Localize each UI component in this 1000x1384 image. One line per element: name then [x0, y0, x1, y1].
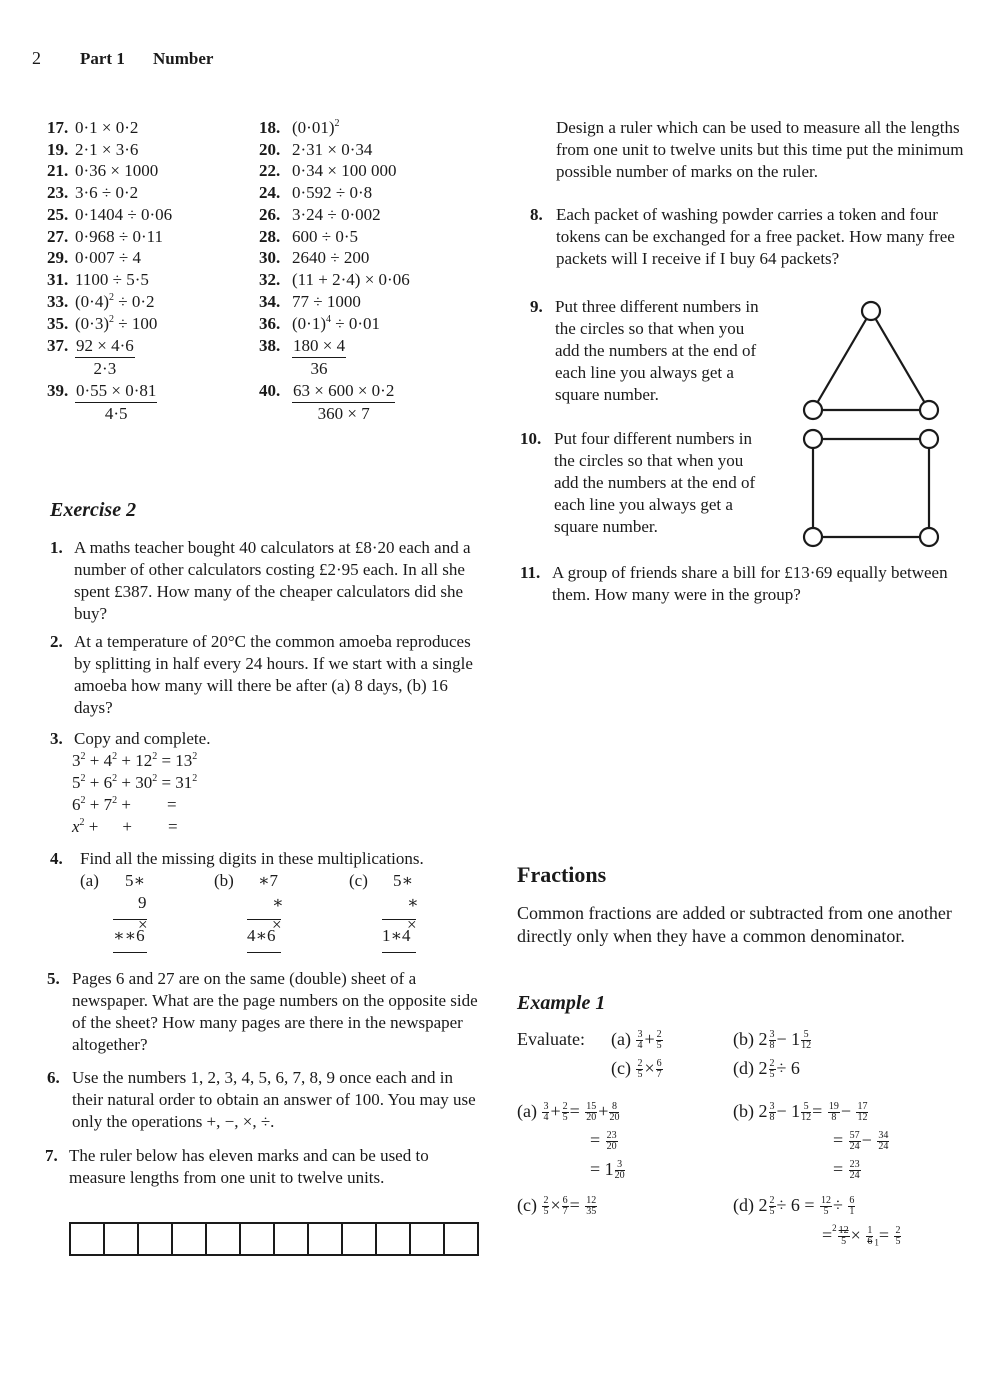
ruler-cell	[105, 1224, 139, 1254]
ruler-cell	[241, 1224, 275, 1254]
ruler-diagram	[69, 1222, 479, 1256]
problem-20: 20. 2·31 × 0·34	[259, 140, 373, 159]
circle-diagrams	[790, 290, 950, 560]
square-diagram	[813, 439, 929, 537]
equation-line-2: $5^2 + 6^2 + 30^2 = 31^2$	[72, 773, 198, 792]
evaluate-d: (d) 2 $\frac{2}{5}$ ÷ 6	[733, 1058, 800, 1081]
problem-31: 31. 1100 ÷ 5·5	[47, 270, 149, 289]
problem-34: 34. 77 ÷ 1000	[259, 292, 361, 311]
problem-30: 30. 2640 ÷ 200	[259, 248, 370, 267]
triangle-circles	[804, 302, 938, 419]
problem-37: 37. $\frac{92 \times 4\cdot 6}{2\cdot 3}$	[47, 336, 134, 378]
fractions-heading: Fractions	[517, 862, 607, 887]
ruler-cell	[207, 1224, 241, 1254]
problem-33: 33. $(0\cdot 4)^2 \div 0\cdot 2$	[47, 292, 155, 311]
evaluate-b: (b) 2 $\frac{3}{8}$ − 1 $\frac{5}{12}$	[733, 1029, 812, 1052]
solution-b: (b) 2 $\frac{3}{8}$ − 1 $\frac{5}{12}$ = $\frac{19}{8}$ − $\frac{17}{12}$	[733, 1101, 868, 1124]
problem-35: 35. $(0\cdot 3)^2 \div 100$	[47, 314, 158, 333]
fractions-intro: Common fractions are added or subtracted from one another directly only when they have a common denominator.	[517, 903, 952, 946]
chapter-title: Number	[153, 49, 214, 68]
part-label: Part 1	[80, 49, 125, 68]
solution-c: (c) $\frac{2}{5}$ × $\frac{6}{7}$ = $\frac{12}{35}$	[517, 1195, 597, 1218]
evaluate-label: Evaluate:	[517, 1029, 585, 1049]
ruler-cell	[377, 1224, 411, 1254]
square-circles	[804, 430, 938, 546]
evaluate-c: (c) $\frac{2}{5}$ × $\frac{6}{7}$	[611, 1058, 662, 1081]
triangle-diagram	[813, 311, 929, 410]
problem-28: 28. 600 ÷ 0·5	[259, 227, 358, 246]
problem-18: 18. $(0\cdot 01)^2$	[259, 118, 340, 137]
exercise2-heading: Exercise 2	[50, 499, 137, 521]
question-3: 3. Copy and complete. $3^2 + 4^2 + 12^2 = 13^2$ $5^2 + 6^2 + 30^2 = 31^2$ $6^2 + 7^2$ + = $x^2$ + + =	[50, 729, 211, 836]
ruler-cell	[275, 1224, 309, 1254]
example-1-heading: Example 1	[517, 992, 606, 1014]
ruler-cell	[173, 1224, 207, 1254]
problem-24: 24. 0·592 ÷ 0·8	[259, 183, 373, 202]
question-4: 4. Find all the missing digits in these multiplications. (a) 5∗ 9 × ∗∗6 (b) ∗7 ∗ × 4∗6 (c) 5∗ ∗ × 1∗4	[50, 848, 480, 958]
problem-21: 21. 0·36 × 1000	[47, 161, 159, 180]
problem-32: 32. (11 + 2·4) × 0·06	[259, 270, 410, 289]
ruler-cell	[445, 1224, 477, 1254]
ruler-cell	[139, 1224, 173, 1254]
problem-17: 17. 0·1 × 0·2	[47, 118, 139, 137]
problem-23: 23. 3·6 ÷ 0·2	[47, 183, 139, 202]
ruler-cell	[411, 1224, 445, 1254]
solution-a: (a) $\frac{3}{4}$ + $\frac{2}{5}$ = $\frac{15}{20}$ + $\frac{8}{20}$	[517, 1101, 620, 1124]
solution-a-step3: = 1 $\frac{3}{20}$	[590, 1159, 625, 1182]
equation-line-1: $3^2 + 4^2 + 12^2 = 13^2$	[72, 751, 198, 770]
problem-25: 25. 0·1404 ÷ 0·06	[47, 205, 173, 224]
solution-a-step2: = $\frac{23}{20}$	[590, 1130, 617, 1153]
page-number: 2	[32, 48, 41, 68]
question-7-continued: Design a ruler which can be used to measure all the lengths from one unit to twelve units but this time put the minimum possible number of marks on the ruler.	[556, 118, 964, 181]
equation-line-3: $6^2 + 7^2$ + =	[72, 795, 177, 814]
ruler-cell	[309, 1224, 343, 1254]
ruler-cell	[71, 1224, 105, 1254]
solution-b-step3: = $\frac{23}{24}$	[833, 1159, 860, 1182]
problem-36: 36. $(0\cdot 1)^4 \div 0\cdot 01$	[259, 314, 380, 333]
problem-22: 22. 0·34 × 100 000	[259, 161, 397, 180]
problem-40: 40. $\frac{63 \times 600 \times 0\cdot 2}{360 \times 7}$	[259, 381, 395, 423]
problem-26: 26. 3·24 ÷ 0·002	[259, 205, 381, 224]
problem-27: 27. 0·968 ÷ 0·11	[47, 227, 164, 246]
problem-29: 29. 0·007 ÷ 4	[47, 248, 141, 267]
problem-38: 38. $\frac{180 \times 4}{36}$	[259, 336, 346, 378]
problem-19: 19. 2·1 × 3·6	[47, 140, 139, 159]
evaluate-a: (a) $\frac{3}{4}$ + $\frac{2}{5}$	[611, 1029, 662, 1052]
solution-b-step2: = $\frac{57}{24}$ − $\frac{34}{24}$	[833, 1130, 889, 1153]
solution-d: (d) 2 $\frac{2}{5}$ ÷ 6 = $\frac{12}{5}$ ÷ $\frac{6}{1}$	[733, 1195, 855, 1218]
equation-line-4: $x^2$ + + =	[72, 817, 178, 836]
ruler-cell	[343, 1224, 377, 1254]
solution-d-step2: =$^2$ $\frac{12}{5}$ × $\frac{1}{6}$ $_1$= $\frac{2}{5}$	[822, 1223, 901, 1248]
problem-39: 39. $\frac{0\cdot 55 \times 0\cdot 81}{4\cdot 5}$	[47, 381, 157, 423]
